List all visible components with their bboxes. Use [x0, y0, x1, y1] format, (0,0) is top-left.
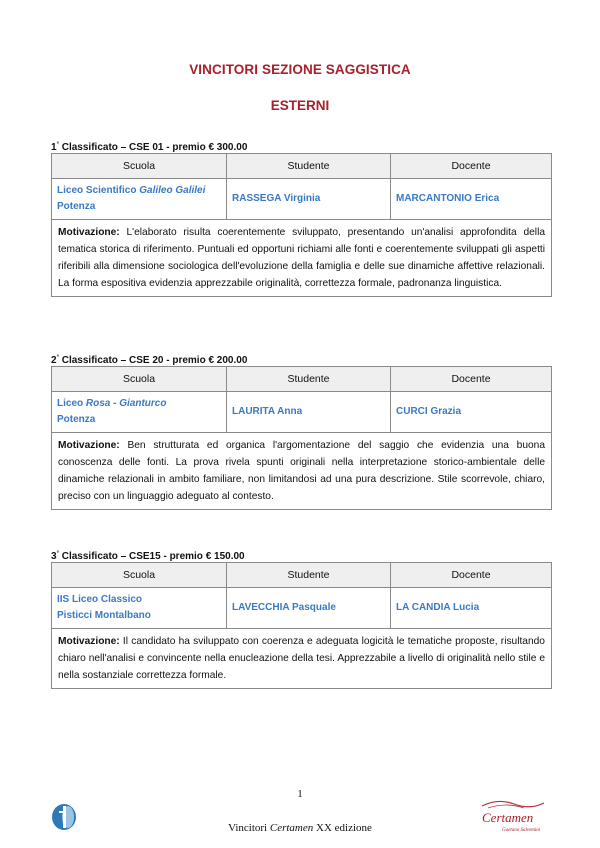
school-cell: Liceo Rosa - Gianturco Potenza [52, 392, 227, 433]
school-cell: IIS Liceo Classico Pisticci Montalbano [52, 588, 227, 629]
column-header-school: Scuola [52, 367, 227, 392]
column-header-student: Studente [227, 367, 391, 392]
school-cell: Liceo Scientifico Galileo Galilei Potenza [52, 179, 227, 220]
winner-section-3 [51, 547, 551, 689]
column-header-student: Studente [227, 154, 391, 179]
teacher-cell: MARCANTONIO Erica [391, 179, 552, 220]
certamen-logo [478, 798, 548, 839]
winner-heading: 1° Classificato – CSE 01 - premio € 300.00 [51, 142, 248, 153]
winner-heading: 3° Classificato – CSE15 - premio € 150.00 [51, 551, 245, 562]
winner-section-2 [51, 351, 551, 510]
student-cell: LAURITA Anna [227, 392, 391, 433]
svg-text:Gaetano Salvemini: Gaetano Salvemini [502, 828, 541, 833]
column-header-teacher: Docente [391, 367, 552, 392]
svg-text:Certamen: Certamen [482, 810, 534, 825]
winner-table [51, 153, 552, 297]
winner-heading: 2° Classificato – CSE 20 - premio € 200.00 [51, 355, 248, 366]
motivation-cell: Motivazione: L'elaborato risulta coerentemente sviluppato, presentando un'analisi approfondita della tematica storica di riferimento. Puntuali ed opportuni richiami alle fonti e coerentemente sviluppati gli aspetti riferibili alla dimensione sociologica dell'evoluzione della famiglia e delle sue dinamiche affettive relazionali. La forma espositiva evidenzia apprezzabile originalità, correttezza formale, padronanza linguistica. [52, 220, 552, 297]
column-header-teacher: Docente [391, 154, 552, 179]
winner-section-1 [51, 138, 551, 297]
motivation-cell: Motivazione: Il candidato ha sviluppato con coerenza e adeguata logicità le tematiche proposte, risultando chiaro nell'analisi e convincente nella enucleazione della tesi. Apprezzabile a livello di originalità nello stile e nella sostanziale correttezza formale. [52, 629, 552, 689]
winner-table [51, 562, 552, 689]
column-header-school: Scuola [52, 563, 227, 588]
student-cell: LAVECCHIA Pasquale [227, 588, 391, 629]
column-header-school: Scuola [52, 154, 227, 179]
page-title: VINCITORI SEZIONE SAGGISTICA [189, 62, 411, 77]
student-cell: RASSEGA Virginia [227, 179, 391, 220]
page-subtitle: ESTERNI [270, 98, 330, 113]
teacher-cell: CURCI Grazia [391, 392, 552, 433]
motivation-cell: Motivazione: Ben strutturata ed organica l'argomentazione del saggio che evidenzia una buona conoscenza delle fonti. La prova rivela spunti originali nella interpretazione storico-ambientale delle dinamiche relazionali in ambito familiare, non limitandosi ad una pura descrizione. Stile scorrevole, chiaro, preciso con un linguaggio adeguato al contesto. [52, 433, 552, 510]
teacher-cell: LA CANDIA Lucia [391, 588, 552, 629]
column-header-teacher: Docente [391, 563, 552, 588]
page-number: 1 [297, 788, 303, 800]
winner-table [51, 366, 552, 510]
column-header-student: Studente [227, 563, 391, 588]
page-footer: Vincitori Certamen XX edizione [228, 822, 372, 834]
